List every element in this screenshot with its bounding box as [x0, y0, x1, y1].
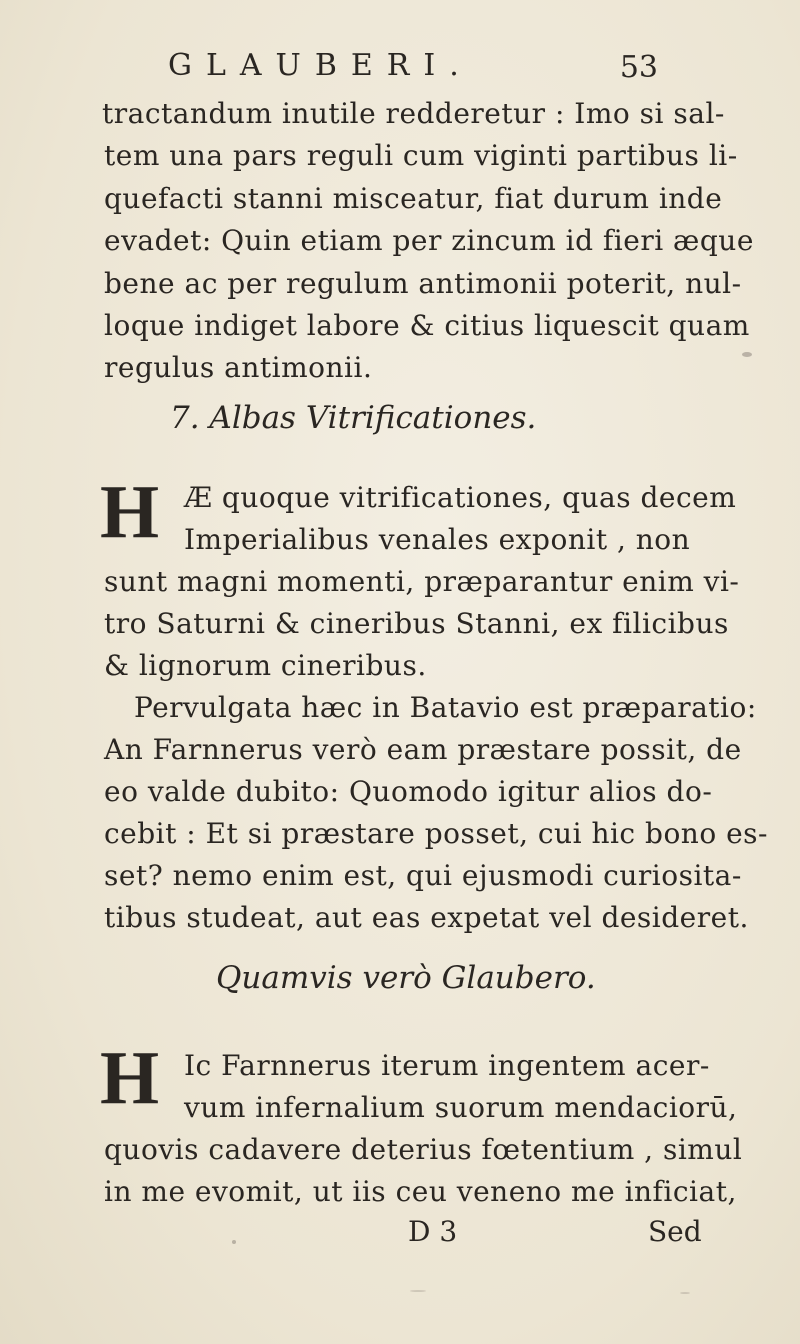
- text-line: regulus antimonii.: [104, 351, 373, 384]
- running-head: GLAUBERI.: [168, 48, 473, 83]
- text-line: tractandum inutile redderetur : Imo si sal-: [102, 97, 725, 130]
- text-line: quefacti stanni misceatur, fiat durum inde: [104, 182, 723, 215]
- page-header: [168, 46, 658, 86]
- text-line: vum infernalium suorum mendaciorū,: [184, 1091, 738, 1124]
- text-line: quovis cadavere deterius fœtentium , simul: [104, 1133, 743, 1166]
- signature-mark: D 3: [408, 1215, 458, 1248]
- ink-speck: [680, 1292, 690, 1294]
- text-line: eo valde dubito: Quomodo igitur alios do-: [104, 775, 713, 808]
- ink-speck: [232, 1240, 236, 1244]
- text-line: Ic Farnnerus iterum ingentem acer-: [184, 1049, 710, 1082]
- page-number: 53: [619, 50, 658, 85]
- text-line: set? nemo enim est, qui ejusmodi curiosita-: [104, 859, 742, 892]
- text-line: tem una pars reguli cum viginti partibus li-: [104, 139, 738, 172]
- text-line: Imperialibus venales exponit , non: [184, 523, 691, 556]
- text-line: Æ quoque vitrificationes, quas decem: [184, 481, 737, 514]
- section-heading: 7. Albas Vitrificationes.: [170, 400, 537, 436]
- text-line: in me evomit, ut iis ceu veneno me inficiat,: [104, 1175, 737, 1208]
- section-heading: Quamvis verò Glaubero.: [216, 960, 596, 996]
- ink-speck: [742, 352, 752, 357]
- text-line: & lignorum cineribus.: [104, 649, 427, 682]
- drop-cap: H: [100, 1036, 160, 1120]
- catchword: Sed: [648, 1215, 702, 1248]
- ink-speck: [410, 1290, 426, 1292]
- text-line: tibus studeat, aut eas expetat vel desideret.: [104, 901, 749, 934]
- drop-cap: H: [100, 470, 160, 554]
- text-line: sunt magni momenti, præparantur enim vi-: [104, 565, 740, 598]
- text-line: loque indiget labore & citius liquescit quam: [104, 309, 750, 342]
- text-line: Pervulgata hæc in Batavio est præparatio:: [134, 691, 757, 724]
- text-line: An Farnnerus verò eam præstare possit, de: [104, 733, 742, 766]
- text-line: tro Saturni & cineribus Stanni, ex filicibus: [104, 607, 729, 640]
- text-line: bene ac per regulum antimonii poterit, nul-: [104, 267, 742, 300]
- text-line: evadet: Quin etiam per zincum id fieri æque: [104, 224, 754, 257]
- text-line: cebit : Et si præstare posset, cui hic bono es-: [104, 817, 768, 850]
